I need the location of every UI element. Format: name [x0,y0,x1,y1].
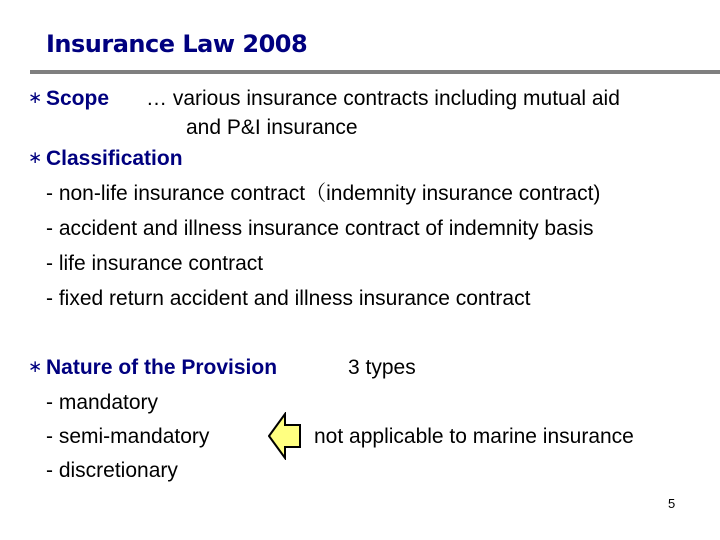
classification-heading: Classification [46,147,183,170]
left-arrow-icon [268,412,302,460]
provision-type-count: 3 types [348,356,416,379]
page-number: 5 [668,496,676,511]
slide-title: Insurance Law 2008 [46,30,308,58]
scope-bullet-icon: ∗ [28,88,43,108]
provision-item: - mandatory [46,391,159,414]
provision-item: - semi-mandatory [46,425,210,448]
provision-item: - discretionary [46,459,178,482]
classification-item: - accident and illness insurance contract of indemnity basis [46,217,594,240]
scope-description-line1: … various insurance contracts including mutual aid [146,87,620,110]
classification-item: - life insurance contract [46,252,264,275]
scope-heading: Scope [46,87,110,110]
classification-item: - non-life insurance contract（indemnity insurance contract) [46,182,601,205]
provision-note: not applicable to marine insurance [314,425,634,448]
classification-item: - fixed return accident and illness insurance contract [46,287,531,310]
title-divider [30,70,720,74]
provision-bullet-icon: ∗ [28,357,43,377]
classification-bullet-icon: ∗ [28,148,43,168]
scope-description-line2: and P&I insurance [186,116,358,139]
provision-heading: Nature of the Provision [46,356,278,379]
